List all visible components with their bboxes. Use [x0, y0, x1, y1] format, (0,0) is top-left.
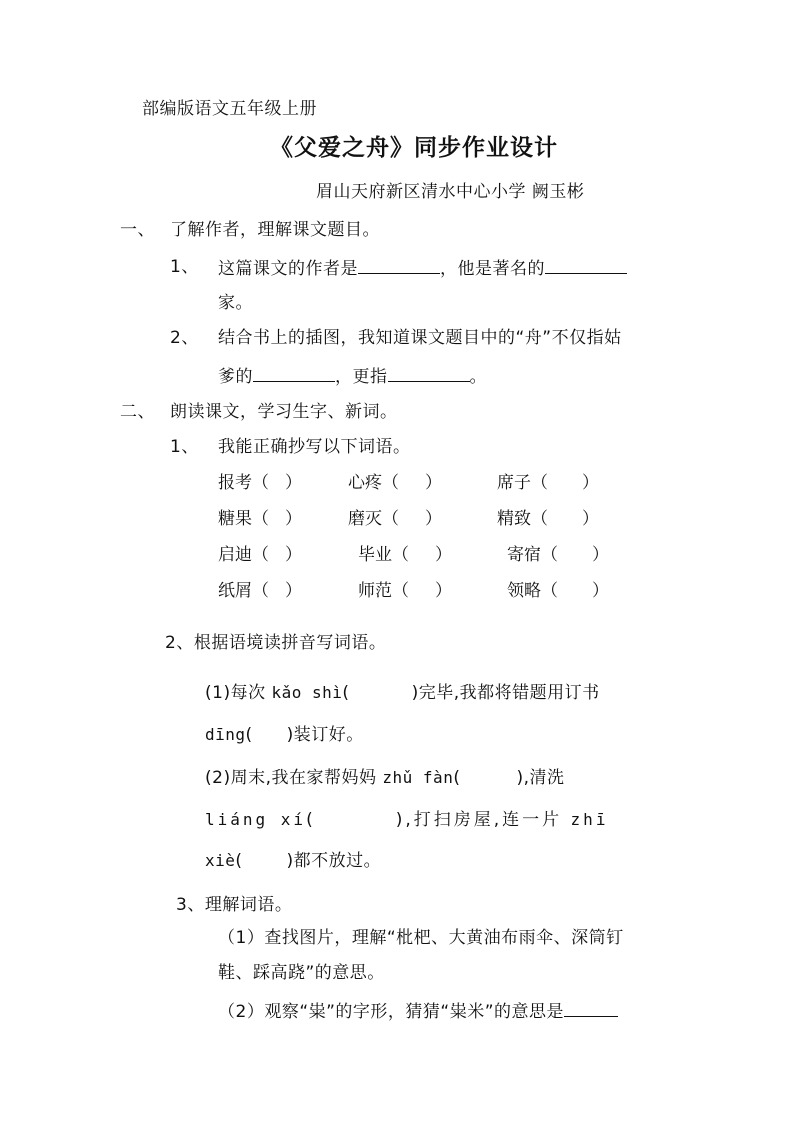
- word-label: 磨灭: [348, 509, 382, 529]
- pinyin-sentence-2: [205, 767, 565, 789]
- paren-open: （: [541, 581, 558, 601]
- series-label: 部编版语文五年级上册: [142, 99, 317, 119]
- pinyin: zhǔ fàn: [382, 768, 454, 787]
- word-label: 心疼: [348, 473, 382, 493]
- s2-q3-item1-line1: （1）查找图片，理解“枇杷、大黄油布雨伞、深筒钉: [218, 928, 624, 948]
- page-title: 《父爱之舟》同步作业设计: [270, 135, 558, 161]
- paren-open: （: [252, 581, 269, 601]
- s1-q1-text-a: 这篇课文的作者是: [218, 259, 358, 279]
- word-label: 报考: [218, 473, 252, 493]
- paren-close: ）: [592, 581, 609, 601]
- word-label: 糖果: [218, 509, 252, 529]
- paren-open: （: [252, 545, 269, 565]
- s1-q1-line: [218, 256, 627, 280]
- pinyin: zhī: [570, 810, 609, 829]
- sentence-text: (1)每次: [205, 683, 272, 703]
- s1-q2-text-c: ，更指: [335, 367, 388, 387]
- s1-q1-text-b: ，他是著名的: [440, 259, 545, 279]
- word-label: 寄宿: [507, 545, 541, 565]
- word-item: [358, 580, 452, 602]
- author-line: 眉山天府新区清水中心小学 阙玉彬: [316, 182, 585, 202]
- paren-close: ）: [582, 473, 599, 493]
- word-item: [507, 580, 609, 602]
- s2-q1-text: 我能正确抄写以下词语。: [218, 437, 411, 457]
- pinyin: kǎo shì: [271, 683, 343, 702]
- word-item: [358, 544, 452, 566]
- word-item: [348, 472, 442, 494]
- pinyin: xiè: [205, 851, 236, 870]
- pinyin: liáng xí: [205, 810, 307, 829]
- paren-open: （: [392, 545, 409, 565]
- s1-q2-text-d: 。: [469, 367, 487, 387]
- s2-q3-item1-line2: 鞋、踩高跷”的意思。: [218, 963, 385, 983]
- s1-q1-text-c: 家。: [218, 293, 253, 313]
- section1-number: 一、: [120, 220, 155, 240]
- word-item: [497, 508, 599, 530]
- paren-open: （: [252, 509, 269, 529]
- paren-open: (: [453, 768, 461, 788]
- paren-open: （: [531, 509, 548, 529]
- s1-q2-line2: [218, 364, 487, 388]
- paren-close: ）: [285, 581, 302, 601]
- answer-blank[interactable]: [388, 364, 470, 382]
- word-label: 纸屑: [218, 581, 252, 601]
- paren-close: ）: [285, 509, 302, 529]
- s2-q3-item2: [218, 999, 618, 1023]
- word-item: [218, 472, 302, 494]
- pinyin-sentence-1-line2: [205, 724, 364, 746]
- s2-q3-heading: 3、理解词语。: [176, 895, 293, 915]
- sentence-text: （2）观察“粜”的字形，猜猜“粜米”的意思是: [218, 1002, 565, 1022]
- paren-open: （: [392, 581, 409, 601]
- answer-blank[interactable]: [564, 999, 618, 1017]
- answer-blank[interactable]: [545, 256, 627, 274]
- section2-number: 二、: [120, 402, 155, 422]
- paren-open: （: [531, 473, 548, 493]
- paren-open: （: [541, 545, 558, 565]
- s1-q2-text-a: 结合书上的插图，我知道课文题目中的“舟”不仅指姑: [218, 328, 622, 348]
- paren-close: ）: [285, 473, 302, 493]
- sentence-text: ),打扫房屋,连一片: [395, 810, 571, 830]
- word-label: 毕业: [358, 545, 392, 565]
- sentence-text: )完毕,我都将错题用订书: [411, 683, 600, 703]
- paren-open: (: [245, 725, 253, 745]
- paren-close: ）: [435, 581, 452, 601]
- s2-q2-heading: 2、根据语境读拼音写词语。: [165, 633, 387, 653]
- s2-q1-number: 1、: [170, 437, 199, 457]
- sentence-text: )装订好。: [286, 725, 364, 745]
- pinyin-sentence-2-line3: [205, 850, 381, 872]
- word-item: [218, 580, 302, 602]
- s1-q2-text-b: 爹的: [218, 367, 253, 387]
- word-item: [507, 544, 609, 566]
- word-item: [497, 472, 599, 494]
- paren-open: (: [235, 851, 243, 871]
- word-item: [348, 508, 442, 530]
- answer-blank[interactable]: [253, 364, 335, 382]
- word-label: 席子: [497, 473, 531, 493]
- paren-open: （: [252, 473, 269, 493]
- section2-heading: 朗读课文，学习生字、新词。: [170, 402, 398, 422]
- word-label: 启迪: [218, 545, 252, 565]
- s1-q1-number: 1、: [170, 257, 199, 277]
- paren-close: ）: [592, 545, 609, 565]
- paren-close: ）: [425, 473, 442, 493]
- paren-open: （: [382, 473, 399, 493]
- answer-blank[interactable]: [358, 256, 440, 274]
- word-label: 精致: [497, 509, 531, 529]
- sentence-text: ),清洗: [516, 768, 565, 788]
- sentence-text: )都不放过。: [286, 851, 382, 871]
- paren-open: （: [382, 509, 399, 529]
- word-item: [218, 508, 302, 530]
- sentence-text: (2)周末,我在家帮妈妈: [205, 768, 383, 788]
- paren-close: ）: [285, 545, 302, 565]
- word-label: 师范: [358, 581, 392, 601]
- paren-close: ）: [435, 545, 452, 565]
- paren-open: (: [342, 683, 350, 703]
- paren-close: ）: [582, 509, 599, 529]
- pinyin-sentence-2-line2: [205, 809, 608, 831]
- pinyin: dīng: [205, 725, 246, 744]
- pinyin-sentence-1: [205, 682, 600, 704]
- paren-close: ）: [425, 509, 442, 529]
- s1-q2-number: 2、: [170, 328, 199, 348]
- word-label: 领略: [507, 581, 541, 601]
- word-item: [218, 544, 302, 566]
- paren-open: (: [306, 810, 316, 830]
- section1-heading: 了解作者，理解课文题目。: [170, 220, 380, 240]
